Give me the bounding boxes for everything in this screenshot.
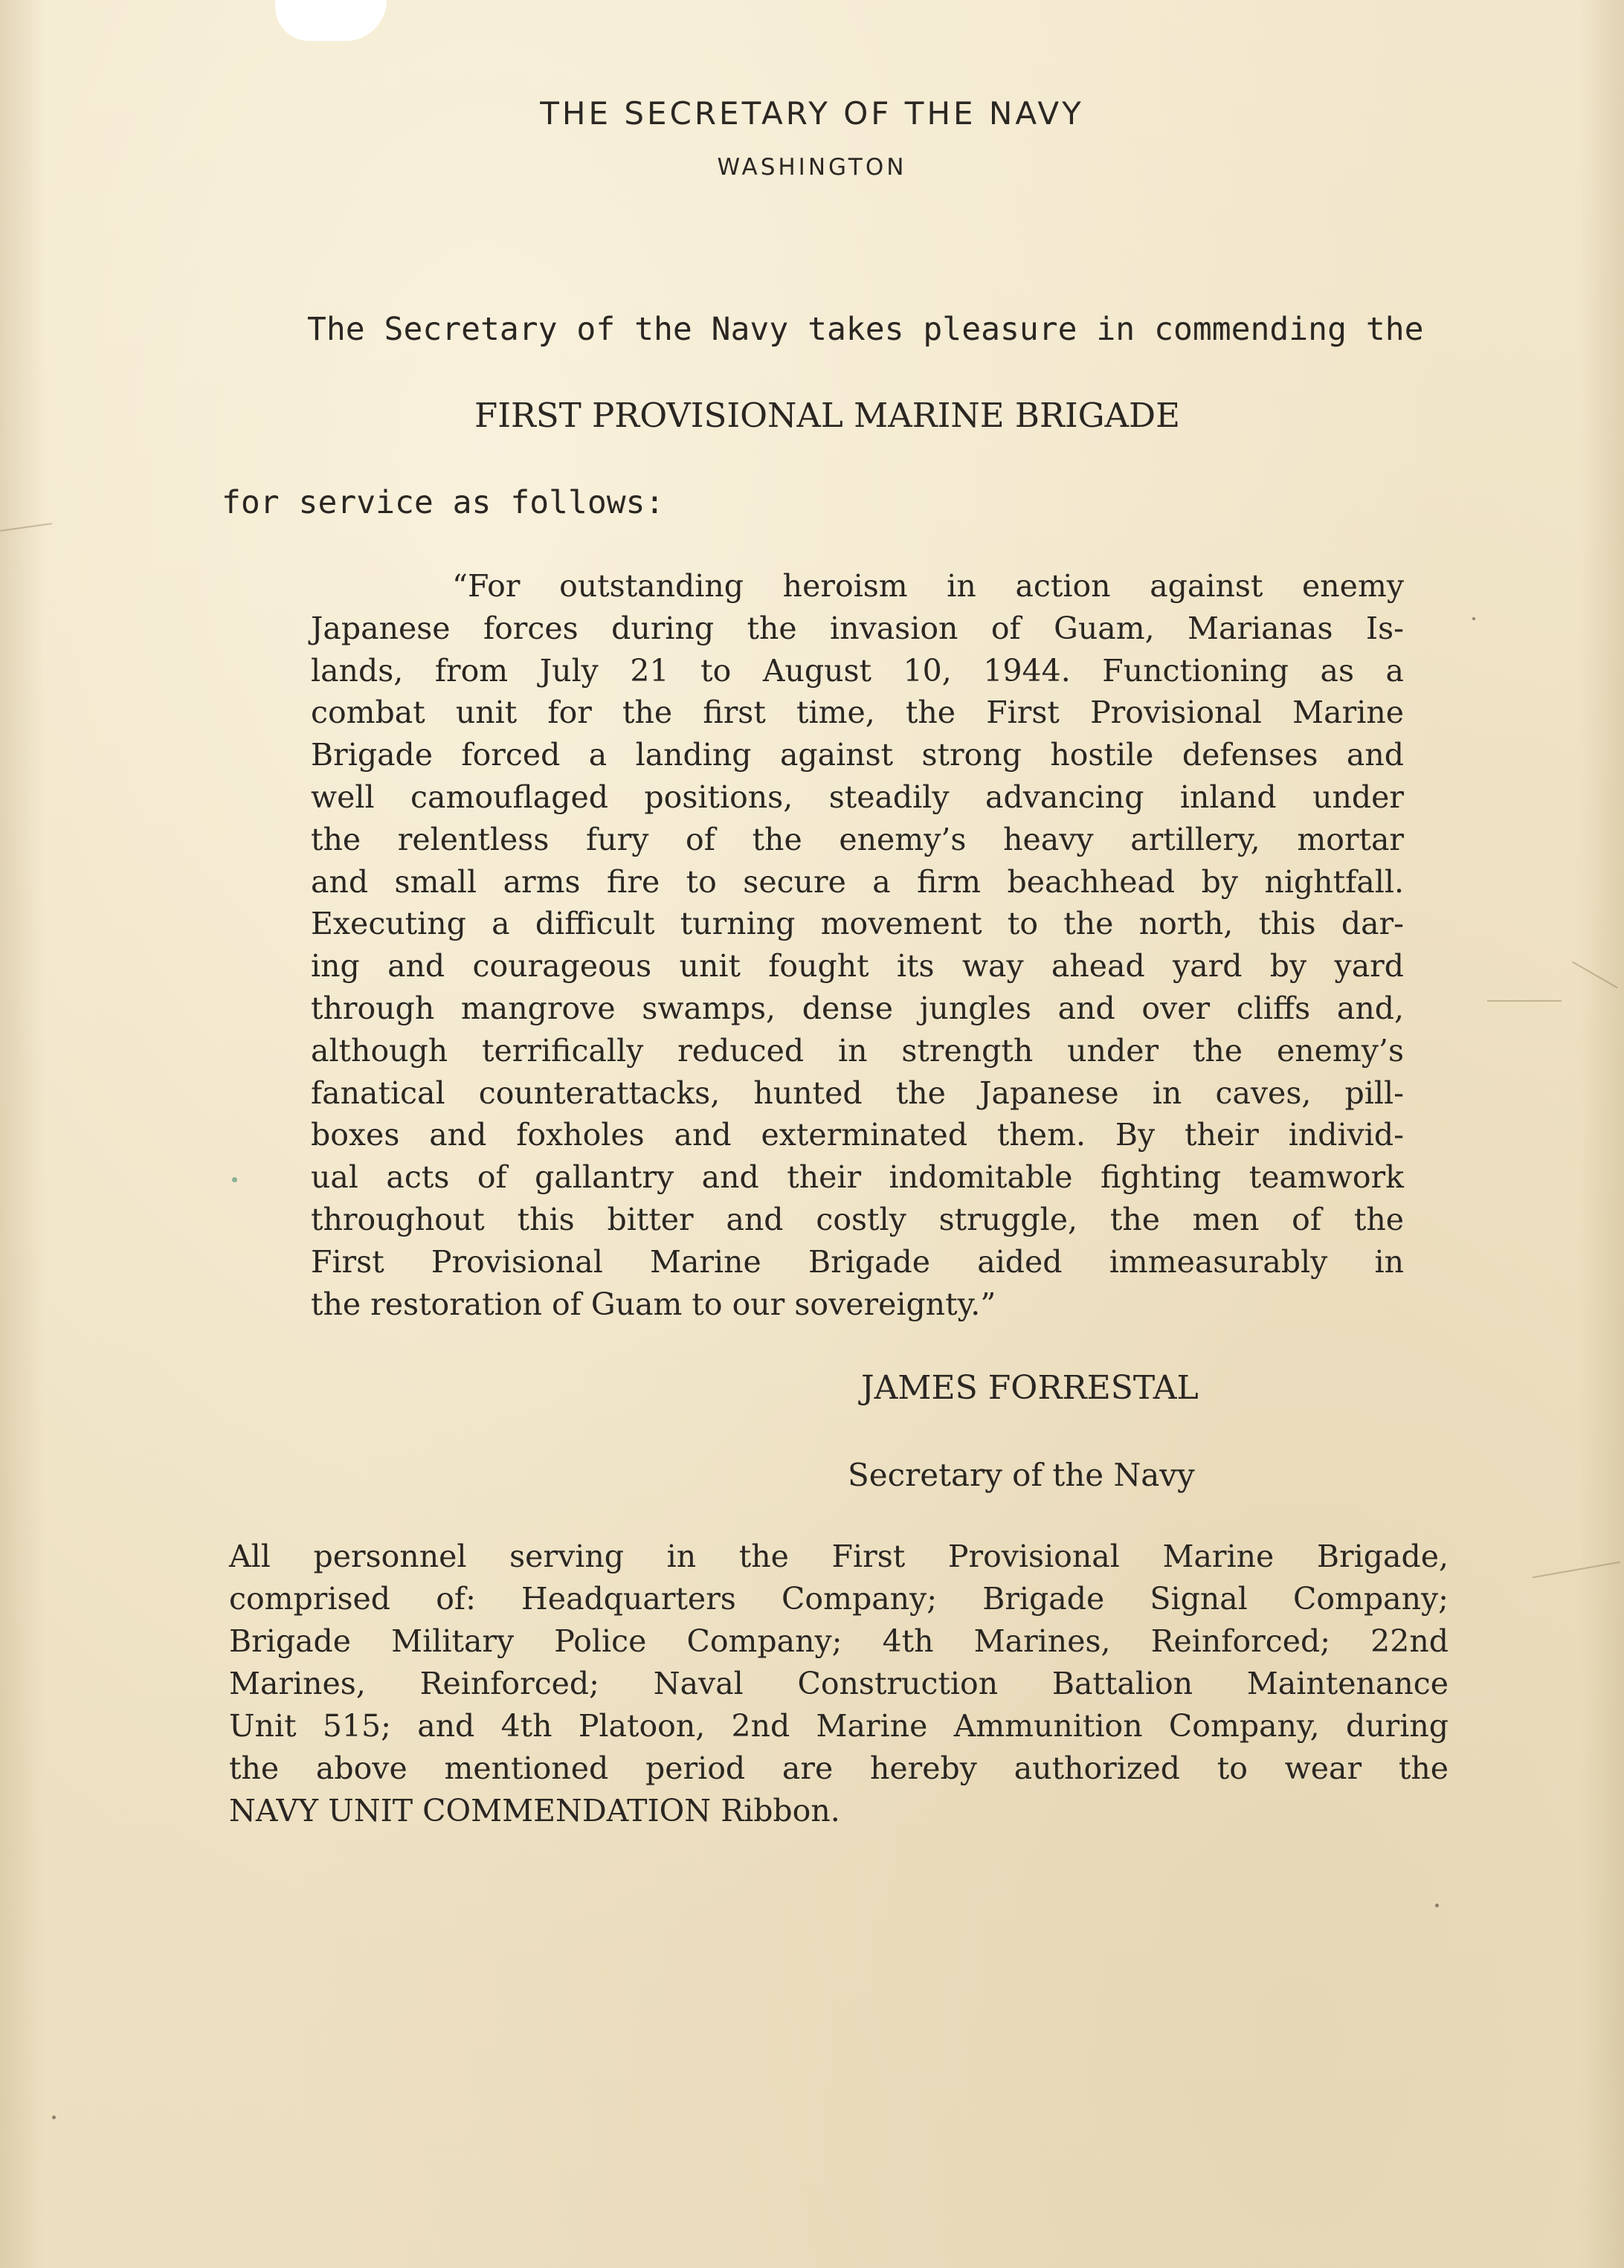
citation-line: combat unit for the first time, the First Provisional Marine: [311, 695, 1404, 731]
citation-line: Executing a difficult turning movement to the north, this dar-: [311, 906, 1404, 942]
personnel-line: comprised of: Headquarters Company; Brigade Signal Company;: [229, 1581, 1449, 1617]
citation-line: Japanese forces during the invasion of Guam, Marianas Is-: [311, 610, 1404, 646]
citation-line: First Provisional Marine Brigade aided immeasurably in: [311, 1243, 1404, 1280]
citation-line: the restoration of Guam to our sovereignty.”: [311, 1286, 996, 1322]
personnel-line: Unit 515; and 4th Platoon, 2nd Marine Ammunition Company, during: [229, 1708, 1449, 1744]
unit-name: FIRST PROVISIONAL MARINE BRIGADE: [474, 396, 1180, 435]
citation-line: and small arms fire to secure a firm beachhead by nightfall.: [311, 863, 1404, 900]
personnel-line: Marines, Reinforced; Naval Construction Battalion Maintenance: [229, 1666, 1449, 1701]
paper-edge-right: [1579, 0, 1624, 2268]
personnel-line: NAVY UNIT COMMENDATION Ribbon.: [229, 1793, 840, 1829]
personnel-line: All personnel serving in the First Provisional Marine Brigade,: [229, 1539, 1449, 1574]
citation-line: well camouflaged positions, steadily advancing inland under: [311, 779, 1404, 815]
paper-tear: [275, 0, 387, 41]
paper-speck: [1472, 617, 1475, 620]
citation-line: lands, from July 21 to August 10, 1944. Functioning as a: [311, 652, 1404, 689]
signature-name: JAMES FORRESTAL: [861, 1369, 1199, 1407]
citation-line: ual acts of gallantry and their indomitable fighting teamwork: [311, 1159, 1404, 1196]
service-line: for service as follows:: [222, 484, 665, 521]
personnel-paragraph: [229, 1536, 1449, 1832]
intro-text: The Secretary of the Navy takes pleasure in commending the: [307, 311, 1424, 348]
citation-text: [311, 565, 1404, 1325]
letterhead-title: THE SECRETARY OF THE NAVY: [540, 95, 1084, 132]
paper-speck: [232, 1177, 237, 1182]
signature-title: Secretary of the Navy: [848, 1457, 1195, 1493]
citation-line: “For outstanding heroism in action against enemy: [452, 568, 1404, 604]
citation-line: through mangrove swamps, dense jungles and over cliffs and,: [311, 990, 1404, 1026]
citation-line: boxes and foxholes and exterminated them. By their individ-: [311, 1117, 1404, 1153]
paper-speck: [52, 2116, 56, 2119]
personnel-line: Brigade Military Police Company; 4th Marines, Reinforced; 22nd: [229, 1623, 1449, 1659]
citation-line: Brigade forced a landing against strong hostile defenses and: [311, 737, 1404, 773]
paper-edge-left: [0, 0, 45, 2268]
citation-line: the relentless fury of the enemy’s heavy artillery, mortar: [311, 821, 1404, 857]
personnel-line: the above mentioned period are hereby authorized to wear the: [229, 1750, 1449, 1786]
citation-line: although terrifically reduced in strength under the enemy’s: [311, 1032, 1404, 1069]
letterhead-subtitle: WASHINGTON: [717, 154, 907, 181]
citation-line: fanatical counterattacks, hunted the Japanese in caves, pill-: [311, 1075, 1404, 1111]
paper-crease: [1487, 1000, 1562, 1002]
paper-speck: [1435, 1904, 1439, 1907]
citation-line: ing and courageous unit fought its way ahead yard by yard: [311, 948, 1404, 985]
citation-line: throughout this bitter and costly struggle, the men of the: [311, 1201, 1404, 1237]
